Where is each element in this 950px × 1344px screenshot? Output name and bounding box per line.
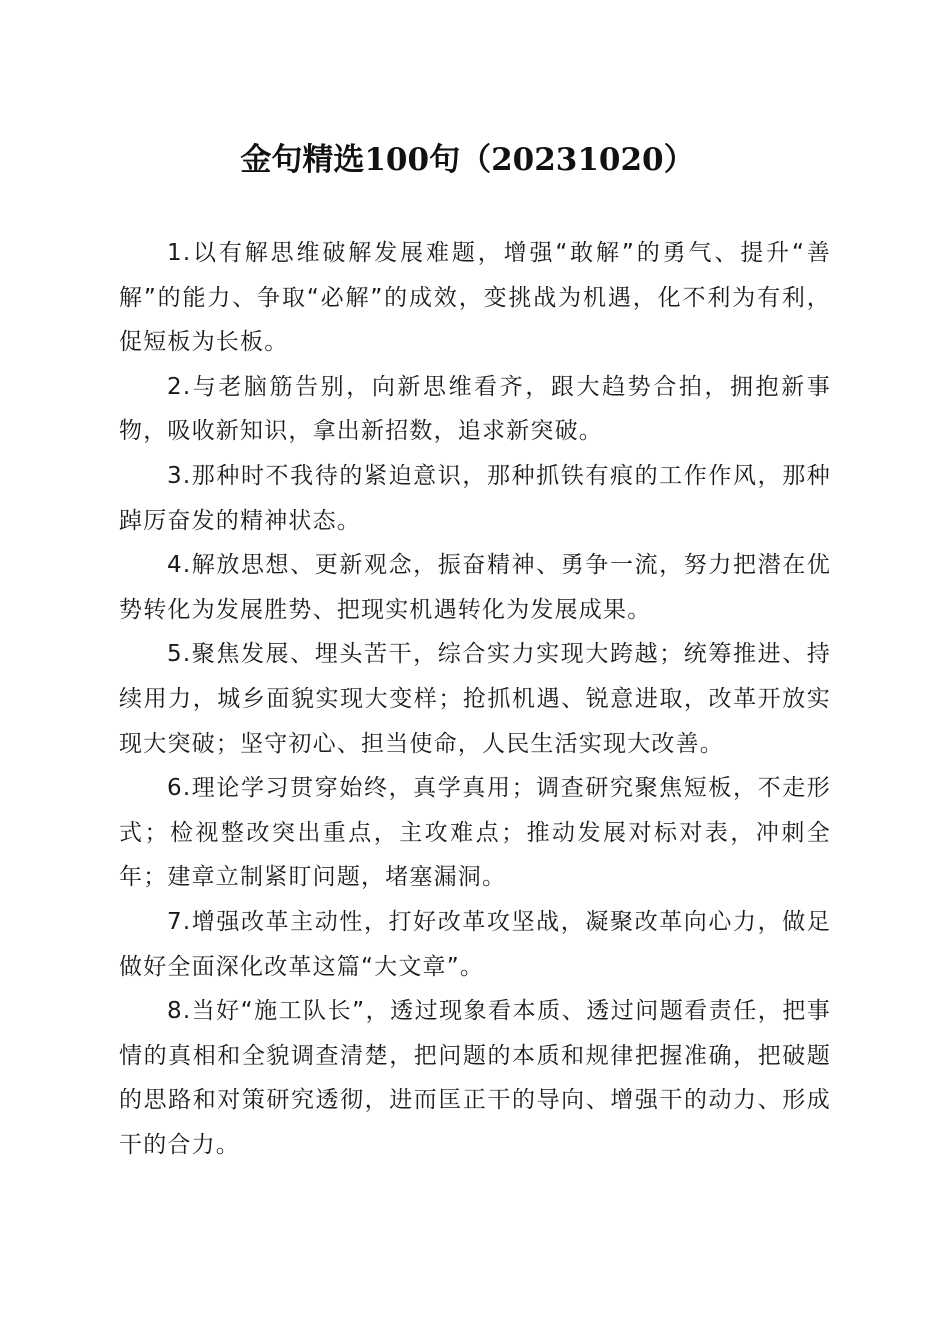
paragraph-1: 1.以有解思维破解发展难题，增强“敢解”的勇气、提升“善解”的能力、争取“必解”的成效，变挑战为机遇，化不利为有利，促短板为长板。 — [119, 240, 831, 356]
paragraph-7: 7.增强改革主动性，打好改革攻坚战，凝聚改革向心力，做足做好全面深化改革这篇“大文章”。 — [119, 908, 831, 980]
document-title: 金句精选100句（20231020） — [240, 142, 695, 178]
paragraph-2: 2.与老脑筋告别，向新思维看齐，跟大趋势合拍，拥抱新事物，吸收新知识，拿出新招数，追求新突破。 — [119, 373, 831, 445]
paragraph-3: 3.那种时不我待的紧迫意识，那种抓铁有痕的工作作风，那种踔厉奋发的精神状态。 — [119, 462, 831, 534]
paragraph-6: 6.理论学习贯穿始终，真学真用；调查研究聚焦短板，不走形式；检视整改突出重点，主攻难点；推动发展对标对表，冲刺全年；建章立制紧盯问题，堵塞漏洞。 — [119, 775, 831, 891]
paragraph-4: 4.解放思想、更新观念，振奋精神、勇争一流，努力把潜在优势转化为发展胜势、把现实机遇转化为发展成果。 — [119, 552, 831, 623]
paragraph-5: 5.聚焦发展、埋头苦干，综合实力实现大跨越；统筹推进、持续用力，城乡面貌实现大变样；抢抓机遇、锐意进取，改革开放实现大突破；坚守初心、担当使命，人民生活实现大改善。 — [119, 641, 831, 757]
paragraph-8: 8.当好“施工队长”，透过现象看本质、透过问题看责任，把事情的真相和全貌调查清楚，把问题的本质和规律把握准确，把破题的思路和对策研究透彻，进而匡正干的导向、增强干的动力、形成干的合力。 — [119, 998, 831, 1158]
document-body — [119, 231, 831, 1167]
